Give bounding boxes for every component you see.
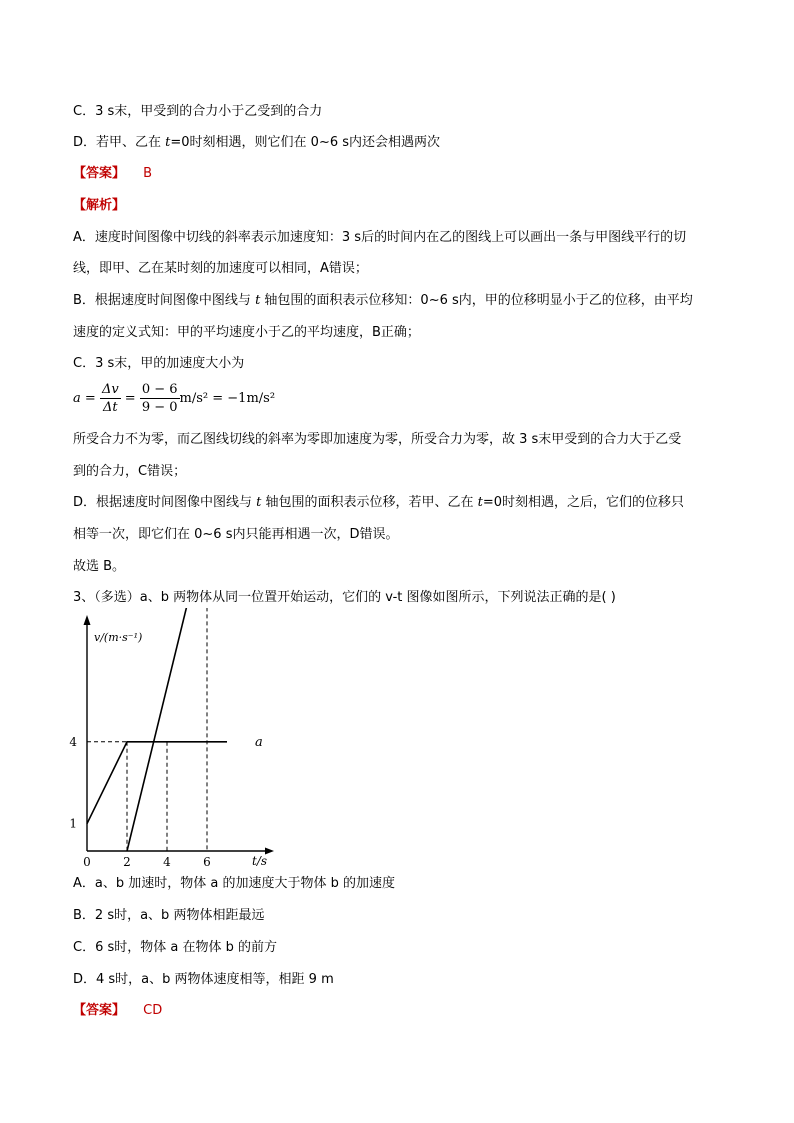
question3-stem: 3、（多选）a、b 两物体从同一位置开始运动，它们的 v-t 图像如图所示，下列说法正确的是( ) <box>73 590 616 605</box>
eq-equals-1: = <box>80 391 100 406</box>
x-axis-label: t/s <box>252 854 268 868</box>
x-tick-label-6: 6 <box>203 855 211 868</box>
y-tick-label-1: 1 <box>69 816 77 831</box>
analysis-d-t: t <box>256 495 262 510</box>
question3-option-d: D．4 s时，a、b 两物体速度相等，相距 9 m <box>73 972 334 987</box>
analysis-c-line2: 所受合力不为零，而乙图线切线的斜率为零即加速度为零，所受合力为零，故 3 s末甲受到的合力大于乙受 <box>73 432 682 447</box>
analysis-b-line2: 速度的定义式知：甲的平均速度小于乙的平均速度，B正确； <box>73 325 420 340</box>
eq-num-1: Δv <box>101 382 119 397</box>
analysis-d-line1 <box>73 493 684 513</box>
eq-tail: m/s² = −1m/s² <box>179 391 276 406</box>
analysis-c-line1: C．3 s末，甲的加速度大小为 <box>73 356 245 371</box>
analysis-d-pre: D．根据速度时间图像中图线与 <box>73 495 257 510</box>
eq-den-2: 9 − 0 <box>141 400 178 415</box>
eq-den-1: Δt <box>102 400 118 415</box>
series-a-label: a <box>255 734 263 750</box>
y-axis-label: v/(m·s⁻¹) <box>94 631 143 644</box>
analysis-d-mid: 轴包围的面积表示位移，若甲、乙在 <box>261 495 478 510</box>
answer3-value: CD <box>143 1003 163 1018</box>
vt-chart <box>60 608 300 868</box>
y-tick-label-4: 4 <box>69 734 77 749</box>
analysis-d-t2: t <box>477 495 483 510</box>
answer-tag: 【答案】 <box>73 166 126 181</box>
analysis-b-pre: B．根据速度时间图像中图线与 <box>73 293 256 308</box>
eq-num-2: 0 − 6 <box>141 382 178 397</box>
eq-equals-2: = <box>120 391 140 406</box>
answer-value: B <box>143 166 153 181</box>
x-tick-label-4: 4 <box>163 855 171 868</box>
analysis-b-t: t <box>255 293 261 308</box>
eq-a: a <box>73 391 81 406</box>
question3-option-a: A．a、b 加速时，物体 a 的加速度大于物体 b 的加速度 <box>73 876 395 891</box>
analysis-d-post: =0时刻相遇，之后，它们的位移只 <box>482 495 685 510</box>
analysis-d-line2: 相等一次，即它们在 0~6 s内只能再相遇一次，D错误。 <box>73 527 399 542</box>
option-d-prev <box>73 133 440 153</box>
analysis-tag: 【解析】 <box>73 198 126 213</box>
answer-row <box>73 164 152 184</box>
answer3-tag: 【答案】 <box>73 1003 126 1018</box>
y-axis-arrow <box>84 615 91 625</box>
acceleration-equation <box>73 381 275 416</box>
analysis-conclusion: 故选 B。 <box>73 559 126 574</box>
x-tick-label-2: 2 <box>123 855 131 868</box>
analysis-b-post: 轴包围的面积表示位移知：0~6 s内，甲的位移明显小于乙的位移，由平均 <box>260 293 693 308</box>
analysis-a-line2: 线，即甲、乙在某时刻的加速度可以相同，A错误； <box>73 261 368 276</box>
question3-option-b: B．2 s时，a、b 两物体相距最远 <box>73 908 265 923</box>
option-c-prev: C．3 s末，甲受到的合力小于乙受到的合力 <box>73 104 323 119</box>
answer3-row <box>73 1001 162 1021</box>
option-d-prefix: D．若甲、乙在 <box>73 135 166 150</box>
option-d-t: t <box>165 135 171 150</box>
analysis-a-line1: A．速度时间图像中切线的斜率表示加速度知：3 s后的时间内在乙的图线上可以画出一条与甲图线平行的切 <box>73 230 687 245</box>
x-tick-label-0: 0 <box>83 855 91 868</box>
analysis-b-line1 <box>73 291 693 311</box>
analysis-c-line3: 到的合力，C错误； <box>73 464 187 479</box>
eq-fraction-1 <box>100 381 121 416</box>
eq-fraction-2 <box>140 381 180 416</box>
option-d-suffix: =0时刻相遇，则它们在 0~6 s内还会相遇两次 <box>170 135 441 150</box>
series-a-line <box>87 742 227 824</box>
question3-option-c: C．6 s时，物体 a 在物体 b 的前方 <box>73 940 278 955</box>
